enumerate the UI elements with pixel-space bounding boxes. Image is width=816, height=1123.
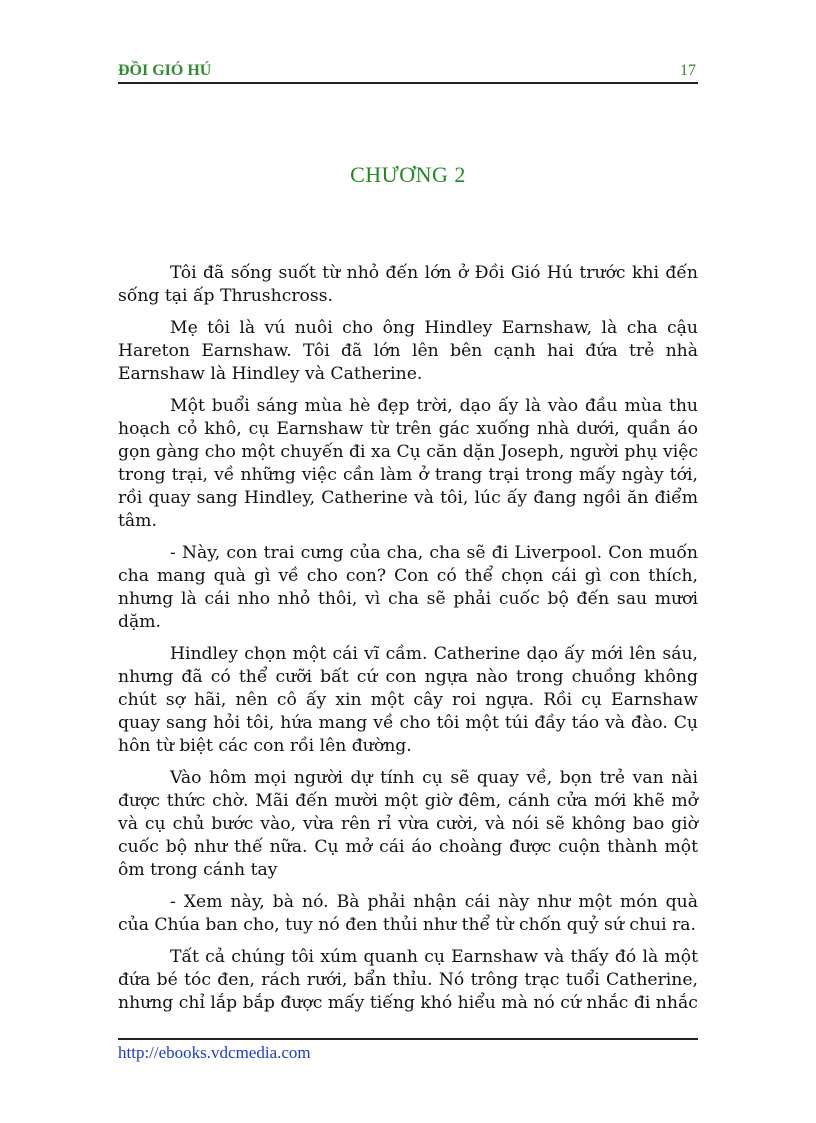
- book-title: ĐỒI GIÓ HÚ: [118, 62, 212, 79]
- footer-divider: [118, 1038, 698, 1040]
- paragraph: Tất cả chúng tôi xúm quanh cụ Earnshaw và thấy đó là một đứa bé tóc đen, rách rưới, bẩn thỉu. Nó trông trạc tuổi Catherine, nhưng chỉ lắp bắp được mấy tiếng khó hiểu mà nó cứ nhắc đi nhắc: [118, 947, 698, 1013]
- running-header: [118, 62, 698, 82]
- paragraph: Vào hôm mọi người dự tính cụ sẽ quay về, bọn trẻ van nài được thức chờ. Mãi đến mười một giờ đêm, cánh cửa mới khẽ mở và cụ chủ bước vào, vừa rên rỉ vừa cười, và nói sẽ không bao giờ cuốc bộ như thế nữa. Cụ mở cái áo choàng được cuộn thành một ôm trong cánh tay: [118, 768, 698, 880]
- header-divider: [118, 82, 698, 84]
- paragraph: - Này, con trai cưng của cha, cha sẽ đi Liverpool. Con muốn cha mang quà gì về cho con? Con có thể chọn cái gì con thích, nhưng là cái nho nhỏ thôi, vì cha sẽ phải cuốc bộ đến sau mươi dặm.: [118, 543, 698, 632]
- paragraph: Một buổi sáng mùa hè đẹp trời, dạo ấy là vào đầu mùa thu hoạch cỏ khô, cụ Earnshaw từ trên gác xuống nhà dưới, quần áo gọn gàng cho một chuyến đi xa Cụ căn dặn Joseph, người phụ việc trong trại, về những việc cần làm ở trang trại trong mấy ngày tới, rồi quay sang Hindley, Catherine và tôi, lúc ấy đang ngồi ăn điểm tâm.: [118, 396, 698, 531]
- paragraph: - Xem này, bà nó. Bà phải nhận cái này như một món quà của Chúa ban cho, tuy nó đen thủi như thể từ chốn quỷ sứ chui ra.: [118, 892, 698, 935]
- footer-url-link[interactable]: http://ebooks.vdcmedia.com: [118, 1043, 311, 1062]
- chapter-title: CHƯƠNG 2: [350, 162, 466, 187]
- paragraph: Hindley chọn một cái vĩ cầm. Catherine dạo ấy mới lên sáu, nhưng đã có thể cưỡi bất cứ con ngựa nào trong chuồng không chút sợ hãi, nên cô ấy xin một cây roi ngựa. Rồi cụ Earnshaw quay sang hỏi tôi, hứa mang về cho tôi một túi đầy táo và đào. Cụ hôn từ biệt các con rồi lên đường.: [118, 644, 698, 756]
- paragraph: Mẹ tôi là vú nuôi cho ông Hindley Earnshaw, là cha cậu Hareton Earnshaw. Tôi đã lớn lên bên cạnh hai đứa trẻ nhà Earnshaw là Hindley và Catherine.: [118, 318, 698, 384]
- chapter-body: [118, 262, 698, 1024]
- page-number: 17: [680, 62, 696, 79]
- paragraph: Tôi đã sống suốt từ nhỏ đến lớn ở Đồi Gió Hú trước khi đến sống tại ấp Thrushcross.: [118, 263, 698, 306]
